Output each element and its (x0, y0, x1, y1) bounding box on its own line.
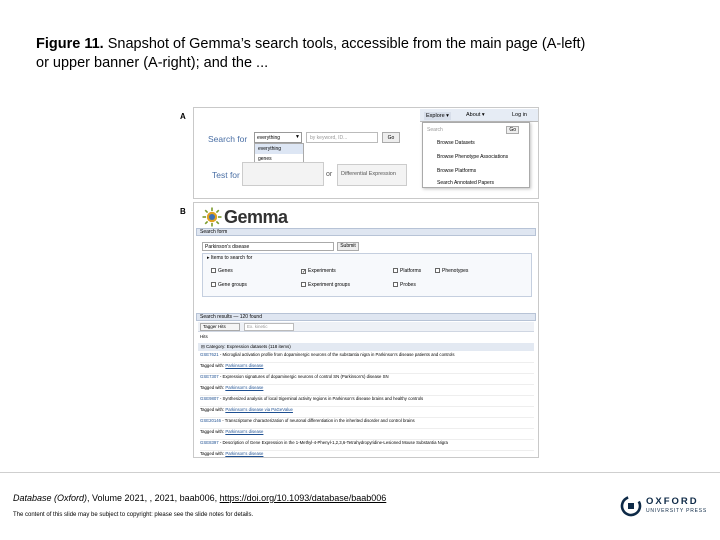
figure-caption-text: Snapshot of Gemma’s search tools, accessible from the main page (A-left) or upper banner (A-right); and the ... (36, 36, 586, 71)
items-to-search-title[interactable]: ▸ Items to search for (207, 255, 253, 261)
figure-label: Figure 11. (36, 36, 104, 52)
result-tag-row (200, 407, 534, 418)
login-link[interactable]: Log in (512, 112, 527, 118)
gemma-logo (200, 206, 300, 228)
panel-b-screenshot (193, 202, 539, 458)
journal-name: Database (Oxford) (13, 493, 88, 503)
publisher-subtitle: UNIVERSITY PRESS (646, 508, 708, 514)
result-title: - Transcriptome characterization of neuronal differentiation in the inherited disorder and control brains (221, 418, 415, 423)
result-tag-row (200, 363, 534, 374)
result-row (200, 396, 534, 407)
or-label: or (326, 171, 333, 178)
result-accession-link[interactable]: GSE9807 (200, 396, 219, 401)
checkbox-experiment-groups[interactable] (301, 282, 350, 288)
panel-a-screenshot (193, 107, 539, 199)
results-toolbar (198, 322, 534, 332)
menu-item-browse-platforms[interactable]: Browse Platforms (437, 168, 477, 174)
tagged-with-label: Tagged with: (200, 385, 226, 390)
checkbox-genes[interactable] (211, 268, 233, 274)
checkbox-platforms[interactable] (393, 268, 421, 274)
menu-item-browse-datasets[interactable]: Browse Datasets (437, 140, 475, 146)
oxford-logo (620, 494, 710, 520)
checkbox-label: Experiment groups (308, 282, 350, 288)
search-for-label: Search for (208, 134, 248, 144)
menu-item-browse-phenotypes[interactable]: Browse Phenotype Associations (437, 154, 509, 160)
result-row (200, 352, 534, 363)
results-group-row[interactable]: ⊟ Category: Expression datasets (118 items) (198, 343, 534, 351)
citation-details: , Volume 2021, , 2021, baab006, (87, 493, 220, 503)
checkbox-label: Platforms (400, 268, 422, 274)
checkbox-label: Probes (400, 282, 416, 288)
copyright-notice: The content of this slide may be subject to copyright: please see the slide notes for details. (13, 512, 254, 518)
result-accession-link[interactable]: GSE8397 (200, 440, 219, 445)
oxford-seal-icon (620, 495, 642, 517)
explore-menu[interactable]: Explore ▾ (426, 113, 449, 119)
citation (13, 493, 386, 503)
test-for-label: Test for (212, 170, 240, 180)
tag-link[interactable]: Parkinson's disease (225, 363, 264, 368)
result-title: - Expression signatures of dopaminergic neurons of control SN (Parkinson's) disease SN (218, 374, 389, 379)
figure-caption (36, 35, 596, 73)
dropdown-option[interactable]: everything (255, 144, 303, 154)
search-type-select[interactable] (254, 132, 302, 143)
tagged-with-label: Tagged with: (200, 451, 226, 456)
result-row (200, 374, 534, 385)
tagged-with-label: Tagged with: (200, 363, 226, 368)
result-tag-row (200, 451, 534, 458)
menu-search-input[interactable]: Search (427, 127, 443, 133)
items-to-search-for (202, 253, 532, 297)
publisher-name: OXFORD (646, 496, 699, 507)
result-title: - Synthesized analysis of local trigeminal activity regions in Parkinson's disease brains and healthy controls (218, 396, 424, 401)
checkbox-gene-groups[interactable] (211, 282, 247, 288)
menu-item-search-papers[interactable]: Search Annotated Papers (437, 180, 494, 186)
checkbox-box[interactable] (301, 282, 306, 287)
doi-link[interactable]: https://doi.org/10.1093/database/baab006 (219, 493, 387, 503)
tag-link[interactable]: Parkinson's disease (225, 451, 264, 456)
result-row (200, 418, 534, 429)
go-button[interactable]: Go (382, 132, 400, 143)
tag-link[interactable]: Parkinson's disease via PaGeValue (225, 407, 293, 412)
chevron-down-icon: ▼ (295, 134, 300, 140)
panel-b-label: B (180, 207, 186, 216)
checkbox-label: Phenotypes (442, 268, 469, 274)
dropdown-option[interactable]: genes (258, 155, 272, 162)
differential-expression-button[interactable]: Differential Expression (337, 164, 407, 186)
results-list (200, 352, 534, 458)
tagger-hits-button[interactable]: Tagger Hits (200, 323, 240, 331)
result-title: - Microglial activation profile from dopaminergic neurons of the substantia nigra in Parkinson's disease patients and controls (218, 352, 455, 357)
search-type-value: everything (257, 135, 281, 141)
result-tag-row (200, 385, 534, 396)
result-accession-link[interactable]: GSE20146 (200, 418, 222, 423)
checkbox-box[interactable]: ✓ (302, 269, 307, 275)
tag-link[interactable]: Parkinson's disease (225, 385, 264, 390)
checkbox-box[interactable] (393, 282, 398, 287)
checkbox-phenotypes[interactable] (435, 268, 468, 274)
checkbox-label: Gene groups (218, 282, 247, 288)
search-results-header: Search results — 120 found (196, 313, 536, 321)
gemma-logo-text: Gemma (224, 207, 288, 227)
result-row (200, 440, 534, 451)
checkbox-box[interactable] (393, 268, 398, 273)
top-banner (420, 109, 538, 122)
tag-link[interactable]: Parkinson's disease (225, 429, 264, 434)
results-column-header: Hits (200, 334, 208, 339)
menu-go-button[interactable]: Go (506, 126, 519, 134)
footer-divider (0, 472, 720, 473)
result-accession-link[interactable]: GSE7307 (200, 374, 219, 379)
checkbox-label: Experiments (308, 268, 336, 274)
submit-button[interactable]: Submit (337, 242, 359, 251)
query-input[interactable]: Parkinson's disease (202, 242, 334, 251)
explore-dropdown-menu (422, 122, 530, 188)
panel-a-label: A (180, 112, 186, 121)
checkbox-box[interactable] (211, 268, 216, 273)
checkbox-experiments[interactable] (301, 268, 336, 274)
results-filter-input[interactable]: Ex. kinetic (244, 323, 294, 331)
about-menu[interactable]: About ▾ (466, 112, 485, 118)
test-for-box[interactable] (242, 162, 324, 186)
keyword-input[interactable]: by keyword, ID... (306, 132, 378, 143)
checkbox-probes[interactable] (393, 282, 416, 288)
checkbox-box[interactable] (435, 268, 440, 273)
search-form-header: Search form (196, 228, 536, 236)
tagged-with-label: Tagged with: (200, 429, 226, 434)
checkbox-label: Genes (218, 268, 233, 274)
gemma-sun-icon (202, 207, 222, 227)
tagged-with-label: Tagged with: (200, 407, 226, 412)
result-tag-row (200, 429, 534, 440)
checkbox-box[interactable] (211, 282, 216, 287)
result-title: - Description of Gene Expression in the 1-Methyl-4-Phenyl-1,2,3,6-Tetrahydropyridine-Lesioned Mouse Substantia Nigra (218, 440, 448, 445)
result-accession-link[interactable]: GSE7621 (200, 352, 219, 357)
